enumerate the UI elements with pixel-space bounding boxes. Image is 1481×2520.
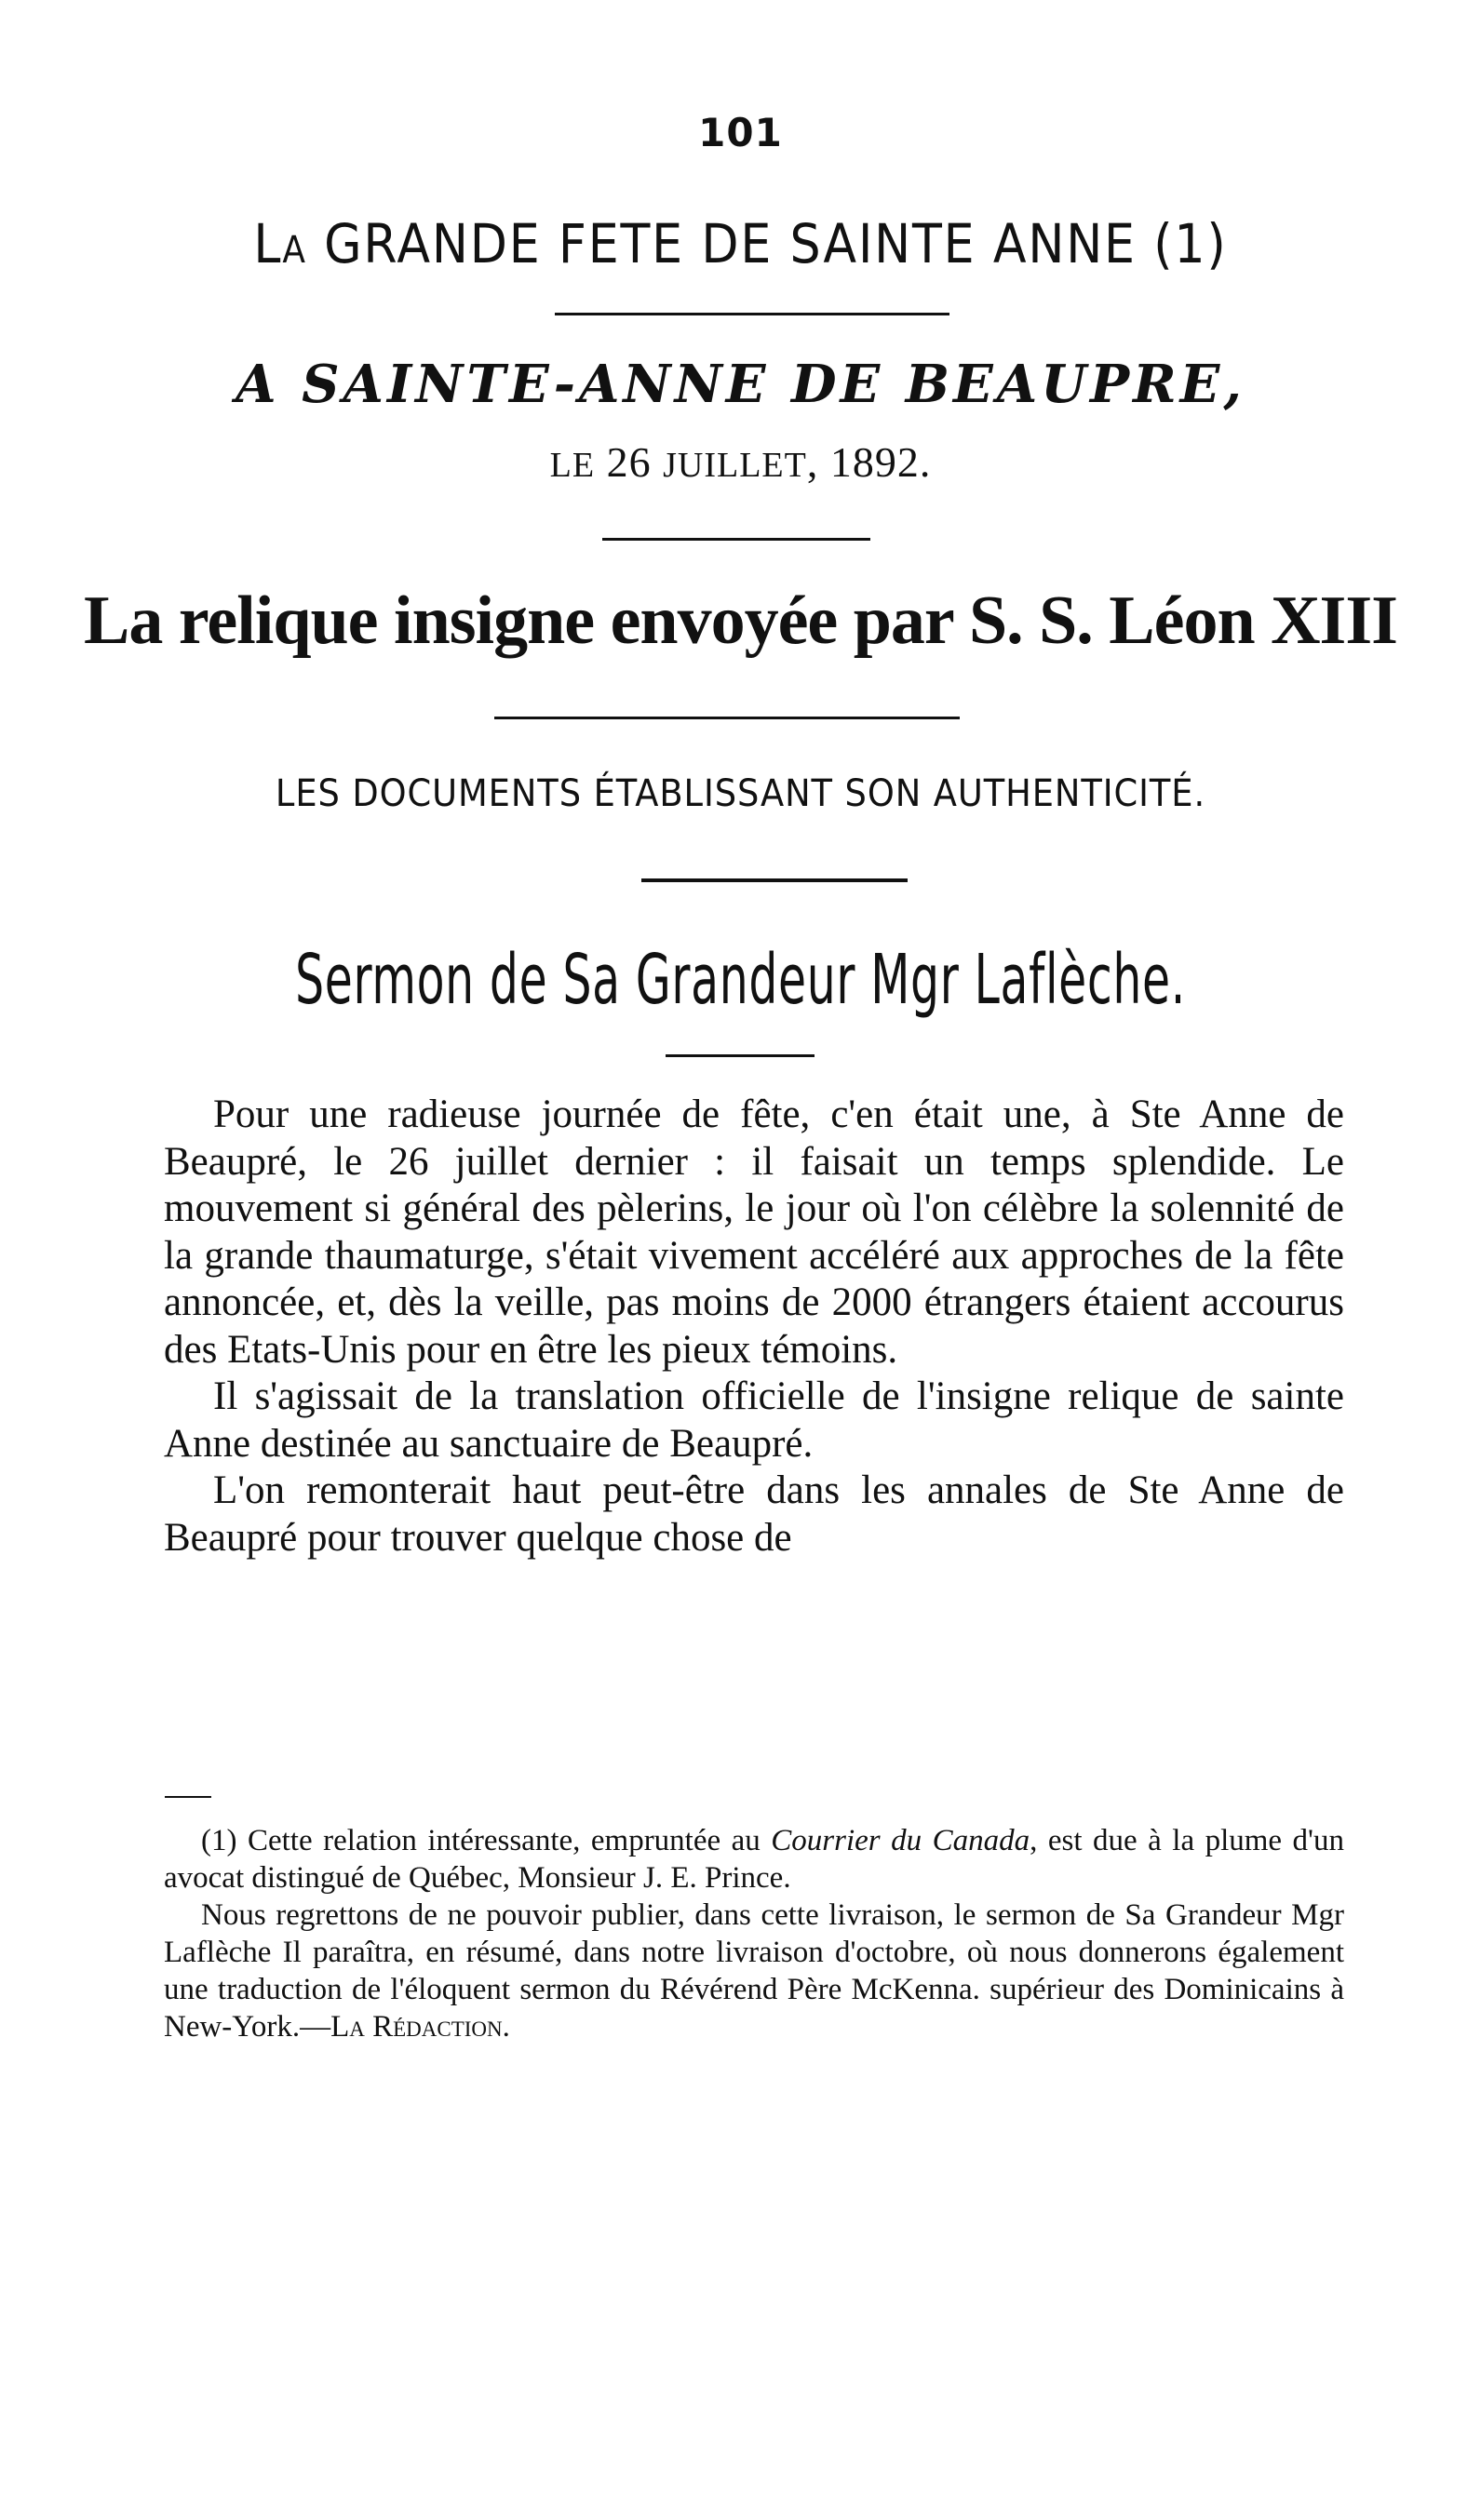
footnotes: [164, 1822, 1344, 2045]
date-month: JUILLET: [663, 446, 807, 485]
main-title-rest: GRANDE FETE DE SAINTE ANNE (1): [306, 212, 1228, 275]
date-day: 26: [595, 438, 664, 486]
footnote-2-signature: La Rédaction.: [330, 2010, 510, 2044]
main-title-lead: L: [253, 212, 283, 275]
footnote-2-text: Nous regrettons de ne pouvoir publier, dans cette livraison, le sermon de Sa Grandeur Mgr Laflèche Il paraîtra, en résumé, dans notre livraison d'octobre, où nous donnerons également une traduction de l'éloquent sermon du Révérend Père McKenna. supérieur des Dominicains à New-York.—: [164, 1898, 1344, 2044]
page-number: 101: [698, 110, 783, 155]
separator-rule: [494, 717, 960, 719]
date-le: LE: [549, 446, 596, 485]
footnote-1-end: , est due à la plume d'un avocat distingué de Québec, Monsieur J. E. Prince.: [164, 1824, 1344, 1895]
separator-rule: [602, 538, 870, 541]
sermon-title: Sermon de Sa Grandeur Mgr Laflèche.: [295, 940, 1186, 1020]
relic-title: La relique insigne envoyée par S. S. Léon XIII: [84, 583, 1397, 659]
place-title: A SAINTE-ANNE DE BEAUPRE,: [236, 354, 1245, 415]
separator-rule: [641, 878, 908, 882]
body-paragraph: Pour une radieuse journée de fête, c'en était une, à Ste Anne de Beaupré, le 26 juillet dernier : il faisait un temps splendide. Le mouvement si général des pèlerins, le jour où l'on célèbre la solennité de la grande thaumaturge, s'était vivement accéléré aux approches de la fête annoncée, et, dès la veille, pas moins de 2000 étrangers étaient accourus des Etats-Unis pour en être les pieux témoins.: [164, 1092, 1344, 1372]
footnote-1-start: (1) Cette relation intéressante, empruntée au: [201, 1824, 772, 1857]
body-paragraph: Il s'agissait de la translation officielle de l'insigne relique de sainte Anne destinée au sanctuaire de Beaupré.: [164, 1374, 1344, 1466]
footnote-1: [164, 1822, 1344, 1897]
footnote-1-italic: Courrier du Canada: [771, 1824, 1030, 1857]
footnote-2: [164, 1897, 1344, 2045]
date-line: [0, 437, 1481, 487]
article-body: [164, 1092, 1344, 1562]
documents-subtitle: LES DOCUMENTS ÉTABLISSANT SON AUTHENTICITÉ.: [275, 772, 1206, 815]
body-paragraph: L'on remonterait haut peut-être dans les annales de Ste Anne de Beaupré pour trouver quelque chose de: [164, 1468, 1344, 1560]
separator-rule: [555, 313, 949, 315]
main-title-small: A: [282, 229, 307, 272]
main-title: [74, 212, 1407, 275]
footnote-rule: [165, 1796, 211, 1798]
date-year: , 1892.: [806, 438, 932, 486]
separator-rule: [666, 1054, 815, 1057]
